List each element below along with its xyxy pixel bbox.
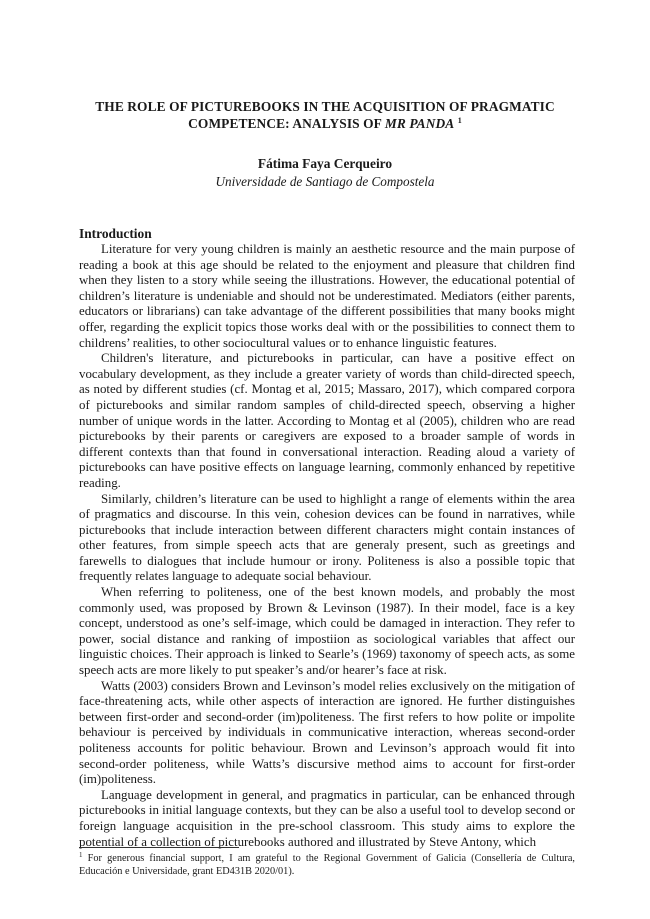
body-text — [79, 242, 575, 850]
footnote-text: For generous financial support, I am grateful to the Regional Government of Galicia (Consellería de Cultura, Educación e Universidade, grant ED431B 2020/01). — [79, 853, 575, 878]
paper-title — [60, 98, 590, 132]
title-line-2-text: COMPETENCE: ANALYSIS OF — [188, 116, 385, 131]
title-line-2 — [60, 115, 590, 132]
paragraph: When referring to politeness, one of the best known models, and probably the most commonly used, was proposed by Brown & Levinson (1987). In their model, face is a key concept, understood as one’s self-image, which could be damaged in interaction. They refer to power, social distance and ranking of impostiion as sociological variables that affect our linguistic choices. Their approach is linked to Searle’s (1969) taxonomy of speech acts, as some speech acts are more likely to put speaker’s and/or hearer’s face at risk. — [79, 585, 575, 678]
footnote — [79, 852, 575, 879]
title-footnote-mark: 1 — [457, 116, 462, 125]
paragraph: Language development in general, and pragmatics in particular, can be enhanced through picturebooks in initial language contexts, but they can be also a useful tool to develop second or foreign language acquisition in the pre-school classroom. This study aims to explore the potential of a collection of picturebooks authored and illustrated by Steve Antony, which — [79, 787, 575, 849]
author-affiliation: Universidade de Santiago de Compostela — [215, 174, 435, 189]
paragraph: Watts (2003) considers Brown and Levinson’s model relies exclusively on the mitigation of face-threatening acts, while other aspects of interaction are ignored. He further distinguishes between first-order and second-order (im)politeness. The first refers to how polite or impolite behaviour is perceived by individuals in communicative interaction, whereas second-order politeness accounts for politic behaviour. Brown and Levinson’s approach would fit into second-order politeness, while Watts’s discursive method aims to account for first-order (im)politeness. — [79, 678, 575, 787]
paragraph: Literature for very young children is mainly an aesthetic resource and the main purpose of reading a book at this age should be related to the enjoyment and pleasure that children find when they listen to a story while seeing the illustrations. However, the educational potential of children’s literature is undeniable and should not be underestimated. Mediators (either parents, educators or librarians) can take advantage of the different possibilities that many books might offer, regarding the explicit topics those works deal with or the possibilities to connect them to childrens’ realities, to other sociocultural values or to enhance linguistic features. — [79, 242, 575, 350]
section-heading: Introduction — [79, 226, 152, 241]
title-book-name: MR PANDA — [384, 116, 455, 131]
title-line-1: THE ROLE OF PICTUREBOOKS IN THE ACQUISITION OF PRAGMATIC — [95, 99, 555, 114]
author-name: Fátima Faya Cerqueiro — [257, 156, 393, 171]
paragraph: Children's literature, and picturebooks in particular, can have a positive effect on vocabulary development, as they include a greater variety of words than child-directed speech, as noted by different studies (cf. Montag et al, 2015; Massaro, 2017), which compared corpora of picturebooks and similar random samples of child-directed speech, observing a higher number of unique words in the latter. According to Montag et al (2005), children who are read picturebooks by their parents or caregivers are exposed to a broader sample of words in different contexts than that found in conversational interaction. Reading aloud a variety of picturebooks can have positive effects on language learning, commonly enhanced by repetitive reading. — [79, 351, 575, 490]
footnote-mark: 1 — [79, 851, 83, 859]
footnote-divider — [79, 847, 239, 848]
paragraph: Similarly, children’s literature can be used to highlight a range of elements within the area of pragmatics and discourse. In this vein, cohesion devices can be found in narratives, while picturebooks that include interaction between different characters might contain instances of other features, from simple speech acts that are generaly present, such as greetings and farewells to dialogues that include humour or irony. Politeness is also a possible topic that frequently relates language to adequate social behaviour. — [79, 491, 575, 584]
